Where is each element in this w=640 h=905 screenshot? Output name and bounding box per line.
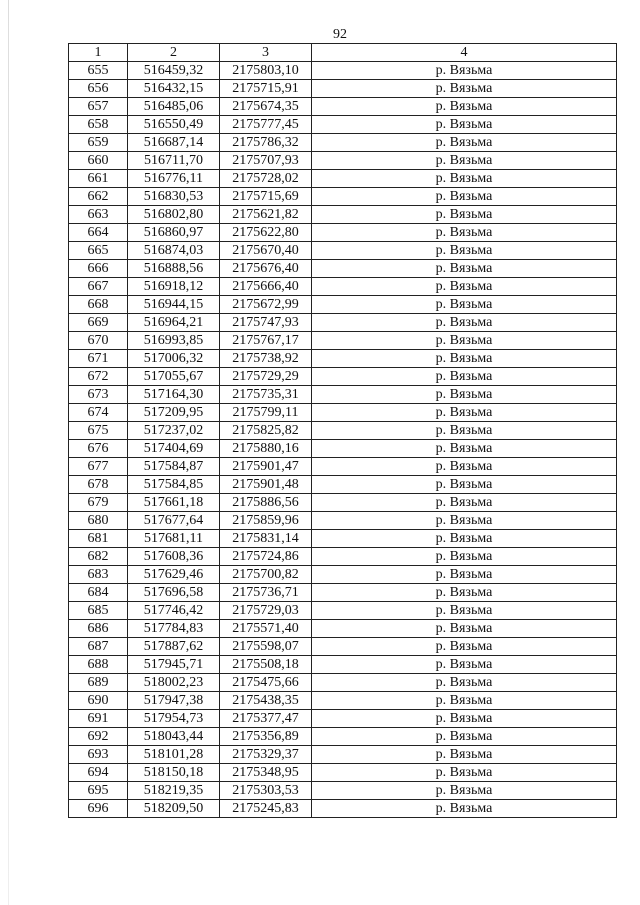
description-cell: р. Вязьма [312,368,617,386]
x-coordinate-cell: 517887,62 [128,638,220,656]
table-row [69,458,617,476]
description-cell: р. Вязьма [312,404,617,422]
y-coordinate-cell: 2175303,53 [220,782,312,800]
y-coordinate-cell: 2175736,71 [220,584,312,602]
point-number-cell: 659 [69,134,128,152]
description-cell: р. Вязьма [312,746,617,764]
point-number-cell: 695 [69,782,128,800]
x-coordinate-cell: 516459,32 [128,62,220,80]
description-cell: р. Вязьма [312,764,617,782]
table-row [69,170,617,188]
description-cell: р. Вязьма [312,278,617,296]
y-coordinate-cell: 2175859,96 [220,512,312,530]
point-number-cell: 690 [69,692,128,710]
table-row [69,620,617,638]
description-cell: р. Вязьма [312,440,617,458]
y-coordinate-cell: 2175621,82 [220,206,312,224]
table-row [69,638,617,656]
description-cell: р. Вязьма [312,638,617,656]
x-coordinate-cell: 517661,18 [128,494,220,512]
description-cell: р. Вязьма [312,566,617,584]
point-number-cell: 685 [69,602,128,620]
table-row [69,746,617,764]
point-number-cell: 663 [69,206,128,224]
y-coordinate-cell: 2175715,91 [220,80,312,98]
x-coordinate-cell: 516432,15 [128,80,220,98]
y-coordinate-cell: 2175886,56 [220,494,312,512]
point-number-cell: 694 [69,764,128,782]
description-cell: р. Вязьма [312,458,617,476]
scan-edge-line [8,0,9,905]
x-coordinate-cell: 516485,06 [128,98,220,116]
table-row [69,800,617,818]
x-coordinate-cell: 517629,46 [128,566,220,584]
table-row [69,476,617,494]
point-number-cell: 681 [69,530,128,548]
point-number-cell: 671 [69,350,128,368]
y-coordinate-cell: 2175724,86 [220,548,312,566]
table-row [69,422,617,440]
point-number-cell: 684 [69,584,128,602]
y-coordinate-cell: 2175622,80 [220,224,312,242]
table-body [69,62,617,818]
y-coordinate-cell: 2175707,93 [220,152,312,170]
x-coordinate-cell: 517164,30 [128,386,220,404]
table-row [69,62,617,80]
x-coordinate-cell: 517584,87 [128,458,220,476]
description-cell: р. Вязьма [312,782,617,800]
y-coordinate-cell: 2175348,95 [220,764,312,782]
x-coordinate-cell: 518101,28 [128,746,220,764]
table-row [69,368,617,386]
point-number-cell: 677 [69,458,128,476]
table-row [69,188,617,206]
table-row [69,206,617,224]
table-row [69,278,617,296]
point-number-cell: 683 [69,566,128,584]
point-number-cell: 662 [69,188,128,206]
coordinates-table [68,43,617,818]
description-cell: р. Вязьма [312,800,617,818]
y-coordinate-cell: 2175598,07 [220,638,312,656]
description-cell: р. Вязьма [312,116,617,134]
y-coordinate-cell: 2175803,10 [220,62,312,80]
y-coordinate-cell: 2175666,40 [220,278,312,296]
description-cell: р. Вязьма [312,350,617,368]
x-coordinate-cell: 516711,70 [128,152,220,170]
point-number-cell: 666 [69,260,128,278]
table-row [69,584,617,602]
table-row [69,512,617,530]
point-number-cell: 682 [69,548,128,566]
table-row [69,674,617,692]
x-coordinate-cell: 517696,58 [128,584,220,602]
y-coordinate-cell: 2175670,40 [220,242,312,260]
point-number-cell: 661 [69,170,128,188]
y-coordinate-cell: 2175747,93 [220,314,312,332]
table-row [69,710,617,728]
table-row [69,656,617,674]
description-cell: р. Вязьма [312,584,617,602]
y-coordinate-cell: 2175438,35 [220,692,312,710]
description-cell: р. Вязьма [312,62,617,80]
y-coordinate-cell: 2175571,40 [220,620,312,638]
point-number-cell: 664 [69,224,128,242]
point-number-cell: 676 [69,440,128,458]
x-coordinate-cell: 517784,83 [128,620,220,638]
table-row [69,152,617,170]
header-row [69,44,617,62]
description-cell: р. Вязьма [312,674,617,692]
description-cell: р. Вязьма [312,134,617,152]
table-row [69,548,617,566]
table-row [69,566,617,584]
x-coordinate-cell: 517947,38 [128,692,220,710]
y-coordinate-cell: 2175715,69 [220,188,312,206]
x-coordinate-cell: 517055,67 [128,368,220,386]
description-cell: р. Вязьма [312,260,617,278]
y-coordinate-cell: 2175676,40 [220,260,312,278]
description-cell: р. Вязьма [312,494,617,512]
description-cell: р. Вязьма [312,80,617,98]
table-row [69,314,617,332]
x-coordinate-cell: 516993,85 [128,332,220,350]
header-cell-1: 1 [69,44,128,62]
table-header [69,44,617,62]
description-cell: р. Вязьма [312,692,617,710]
table-row [69,764,617,782]
point-number-cell: 670 [69,332,128,350]
point-number-cell: 668 [69,296,128,314]
y-coordinate-cell: 2175700,82 [220,566,312,584]
x-coordinate-cell: 516830,53 [128,188,220,206]
table-row [69,404,617,422]
point-number-cell: 673 [69,386,128,404]
point-number-cell: 686 [69,620,128,638]
x-coordinate-cell: 517006,32 [128,350,220,368]
x-coordinate-cell: 518219,35 [128,782,220,800]
x-coordinate-cell: 516550,49 [128,116,220,134]
point-number-cell: 679 [69,494,128,512]
y-coordinate-cell: 2175777,45 [220,116,312,134]
table-row [69,134,617,152]
x-coordinate-cell: 516964,21 [128,314,220,332]
point-number-cell: 665 [69,242,128,260]
point-number-cell: 660 [69,152,128,170]
header-cell-3: 3 [220,44,312,62]
table-row [69,332,617,350]
point-number-cell: 680 [69,512,128,530]
x-coordinate-cell: 518002,23 [128,674,220,692]
header-cell-4: 4 [312,44,617,62]
table-row [69,386,617,404]
point-number-cell: 692 [69,728,128,746]
y-coordinate-cell: 2175729,29 [220,368,312,386]
y-coordinate-cell: 2175377,47 [220,710,312,728]
x-coordinate-cell: 517954,73 [128,710,220,728]
point-number-cell: 658 [69,116,128,134]
x-coordinate-cell: 517746,42 [128,602,220,620]
description-cell: р. Вязьма [312,206,617,224]
x-coordinate-cell: 516687,14 [128,134,220,152]
y-coordinate-cell: 2175672,99 [220,296,312,314]
point-number-cell: 674 [69,404,128,422]
description-cell: р. Вязьма [312,620,617,638]
table-row [69,98,617,116]
point-number-cell: 688 [69,656,128,674]
description-cell: р. Вязьма [312,98,617,116]
point-number-cell: 656 [69,80,128,98]
y-coordinate-cell: 2175880,16 [220,440,312,458]
x-coordinate-cell: 518150,18 [128,764,220,782]
x-coordinate-cell: 517237,02 [128,422,220,440]
page-number: 92 [333,27,347,42]
x-coordinate-cell: 516944,15 [128,296,220,314]
description-cell: р. Вязьма [312,512,617,530]
point-number-cell: 678 [69,476,128,494]
point-number-cell: 657 [69,98,128,116]
table-row [69,494,617,512]
x-coordinate-cell: 516874,03 [128,242,220,260]
table-row [69,350,617,368]
table-row [69,440,617,458]
y-coordinate-cell: 2175901,48 [220,476,312,494]
table-row [69,692,617,710]
y-coordinate-cell: 2175767,17 [220,332,312,350]
y-coordinate-cell: 2175825,82 [220,422,312,440]
description-cell: р. Вязьма [312,332,617,350]
y-coordinate-cell: 2175729,03 [220,602,312,620]
point-number-cell: 667 [69,278,128,296]
x-coordinate-cell: 516776,11 [128,170,220,188]
table-row [69,80,617,98]
x-coordinate-cell: 516860,97 [128,224,220,242]
header-cell-2: 2 [128,44,220,62]
y-coordinate-cell: 2175738,92 [220,350,312,368]
y-coordinate-cell: 2175475,66 [220,674,312,692]
point-number-cell: 675 [69,422,128,440]
y-coordinate-cell: 2175728,02 [220,170,312,188]
description-cell: р. Вязьма [312,314,617,332]
description-cell: р. Вязьма [312,152,617,170]
description-cell: р. Вязьма [312,710,617,728]
description-cell: р. Вязьма [312,548,617,566]
y-coordinate-cell: 2175329,37 [220,746,312,764]
description-cell: р. Вязьма [312,170,617,188]
y-coordinate-cell: 2175508,18 [220,656,312,674]
description-cell: р. Вязьма [312,296,617,314]
x-coordinate-cell: 517404,69 [128,440,220,458]
y-coordinate-cell: 2175245,83 [220,800,312,818]
description-cell: р. Вязьма [312,656,617,674]
y-coordinate-cell: 2175799,11 [220,404,312,422]
x-coordinate-cell: 517681,11 [128,530,220,548]
point-number-cell: 691 [69,710,128,728]
y-coordinate-cell: 2175786,32 [220,134,312,152]
point-number-cell: 696 [69,800,128,818]
y-coordinate-cell: 2175735,31 [220,386,312,404]
table-row [69,296,617,314]
x-coordinate-cell: 516888,56 [128,260,220,278]
point-number-cell: 672 [69,368,128,386]
y-coordinate-cell: 2175901,47 [220,458,312,476]
table-row [69,728,617,746]
x-coordinate-cell: 517608,36 [128,548,220,566]
description-cell: р. Вязьма [312,386,617,404]
table-row [69,260,617,278]
point-number-cell: 687 [69,638,128,656]
description-cell: р. Вязьма [312,602,617,620]
y-coordinate-cell: 2175674,35 [220,98,312,116]
y-coordinate-cell: 2175831,14 [220,530,312,548]
x-coordinate-cell: 516918,12 [128,278,220,296]
description-cell: р. Вязьма [312,476,617,494]
point-number-cell: 669 [69,314,128,332]
point-number-cell: 693 [69,746,128,764]
x-coordinate-cell: 518209,50 [128,800,220,818]
x-coordinate-cell: 516802,80 [128,206,220,224]
description-cell: р. Вязьма [312,530,617,548]
x-coordinate-cell: 517945,71 [128,656,220,674]
table-row [69,602,617,620]
table-row [69,116,617,134]
x-coordinate-cell: 517209,95 [128,404,220,422]
table-row [69,224,617,242]
description-cell: р. Вязьма [312,422,617,440]
x-coordinate-cell: 517677,64 [128,512,220,530]
table-row [69,242,617,260]
table-row [69,782,617,800]
description-cell: р. Вязьма [312,242,617,260]
y-coordinate-cell: 2175356,89 [220,728,312,746]
x-coordinate-cell: 518043,44 [128,728,220,746]
x-coordinate-cell: 517584,85 [128,476,220,494]
table-row [69,530,617,548]
point-number-cell: 655 [69,62,128,80]
description-cell: р. Вязьма [312,188,617,206]
description-cell: р. Вязьма [312,224,617,242]
description-cell: р. Вязьма [312,728,617,746]
point-number-cell: 689 [69,674,128,692]
